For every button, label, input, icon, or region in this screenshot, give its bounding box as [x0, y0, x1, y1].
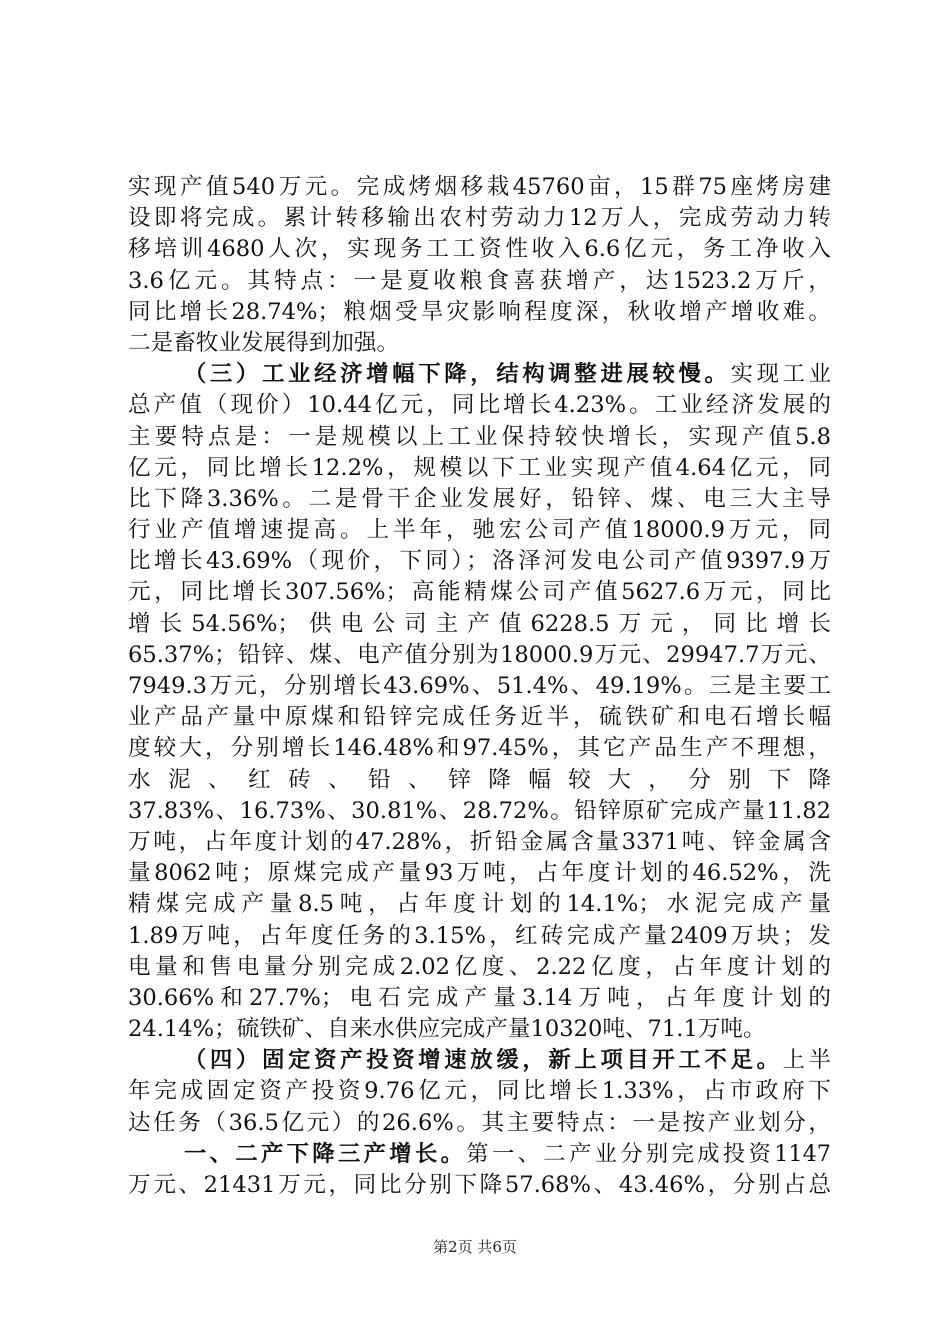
text-line — [128, 172, 831, 203]
body-text: 达任务（36.5亿元）的26.6%。其主要特点：一是按产业划分， — [128, 1109, 831, 1136]
body-text: 增长54.56%；供电公司主产值6228.5万元，同比增长 — [128, 610, 831, 637]
body-text: 精煤完成产量8.5吨，占年度计划的14.1%；水泥完成产量 — [128, 891, 831, 918]
text-line — [128, 1108, 831, 1139]
text-line — [128, 453, 831, 484]
text-line — [128, 1170, 831, 1201]
body-text: 二是畜牧业发展得到加强。 — [128, 329, 400, 356]
body-text: 65.37%；铅锌、煤、电产值分别为18000.9万元、29947.7万元、 — [128, 641, 831, 668]
body-text: 24.14%；硫铁矿、自来水供应完成产量10320吨、71.1万吨。 — [128, 1016, 766, 1043]
text-line — [128, 234, 831, 265]
text-line — [128, 702, 831, 733]
text-line — [128, 733, 831, 764]
bold-heading-text: （三）工业经济增幅下降，结构调整进展较慢。 — [184, 361, 731, 388]
body-text: 37.83%、16.73%、30.81%、28.72%。铅锌原矿完成产量11.82 — [128, 797, 831, 824]
body-text: 1.89万吨，占年度任务的3.15%，红砖完成产量2409万块；发 — [128, 922, 831, 949]
text-line — [128, 328, 831, 359]
body-text: 移培训4680人次，实现务工工资性收入6.6亿元，务工净收入 — [128, 236, 831, 263]
text-line — [128, 484, 831, 515]
body-text: 实现产值540万元。完成烤烟移栽45760亩，15群75座烤房建 — [128, 174, 831, 200]
body-text: 上半 — [782, 1047, 831, 1074]
body-text: 主要特点是：一是规模以上工业保持较快增长，实现产值5.8 — [128, 423, 831, 450]
text-line — [128, 203, 831, 234]
body-text: 实现工业 — [730, 361, 831, 388]
text-line — [128, 359, 831, 390]
text-line — [128, 671, 831, 702]
text-line — [128, 515, 831, 546]
text-line — [128, 827, 831, 858]
body-text: 30.66%和27.7%；电石完成产量3.14万吨，占年度计划的 — [128, 984, 831, 1011]
body-text: 万吨，占年度计划的47.28%，折铅金属含量3371吨、锌金属含 — [128, 828, 831, 855]
text-line — [128, 546, 831, 577]
text-line — [128, 640, 831, 671]
document-body — [128, 172, 831, 1201]
text-line — [128, 858, 831, 889]
body-text: 量8062吨；原煤完成产量93万吨，占年度计划的46.52%，洗 — [128, 860, 831, 887]
body-text: 业产品产量中原煤和铅锌完成任务近半，硫铁矿和电石增长幅 — [128, 704, 831, 731]
text-line — [128, 921, 831, 952]
body-text: 元，同比增长307.56%；高能精煤公司产值5627.6万元，同比 — [128, 579, 831, 606]
text-line — [128, 796, 831, 827]
text-line — [128, 609, 831, 640]
body-text: 比下降3.36%。二是骨干企业发展好，铅锌、煤、电三大主导 — [128, 485, 831, 512]
body-text: 比增长43.69%（现价，下同）；洛泽河发电公司产值9397.9万 — [128, 548, 831, 575]
text-line — [128, 983, 831, 1014]
text-line — [128, 266, 831, 297]
text-line — [128, 1014, 831, 1045]
body-text: 电量和售电量分别完成2.02亿度、2.22亿度，占年度计划的 — [128, 953, 831, 980]
body-text: 第一、二产业分别完成投资1147 — [466, 1140, 831, 1167]
body-text: 万元、21431万元，同比分别下降57.68%、43.46%，分别占总 — [128, 1172, 831, 1198]
body-text: 总产值（现价）10.44亿元，同比增长4.23%。工业经济发展的 — [128, 392, 831, 419]
text-line — [128, 1045, 831, 1076]
text-line — [128, 952, 831, 983]
body-text: 水泥、红砖、铅、锌降幅较大，分别下降 — [128, 766, 831, 793]
bold-heading-text: （四）固定资产投资增速放缓，新上项目开工不足。 — [184, 1047, 783, 1074]
body-text: 3.6亿元。其特点：一是夏收粮食喜获增产，达1523.2万斤， — [128, 267, 831, 294]
text-line — [128, 1139, 831, 1170]
body-text: 亿元，同比增长12.2%，规模以下工业实现产值4.64亿元，同 — [128, 454, 831, 481]
body-text: 设即将完成。累计转移输出农村劳动力12万人，完成劳动力转 — [128, 205, 831, 232]
text-line — [128, 1076, 831, 1107]
body-text: 同比增长28.74%；粮烟受旱灾影响程度深，秋收增产增收难。 — [128, 298, 831, 325]
page-footer: 第2页 共6页 — [433, 1238, 517, 1256]
text-line — [128, 297, 831, 328]
body-text: 7949.3万元，分别增长43.69%、51.4%、49.19%。三是主要工 — [128, 673, 831, 699]
bold-heading-text: 一、二产下降三产增长。 — [184, 1140, 467, 1167]
body-text: 年完成固定资产投资9.76亿元，同比增长1.33%，占市政府下 — [128, 1078, 831, 1105]
text-line — [128, 765, 831, 796]
text-line — [128, 577, 831, 608]
text-line — [128, 422, 831, 453]
text-line — [128, 390, 831, 421]
body-text: 度较大，分别增长146.48%和97.45%，其它产品生产不理想， — [128, 735, 831, 762]
body-text: 行业产值增速提高。上半年，驰宏公司产值18000.9万元，同 — [128, 517, 831, 544]
text-line — [128, 889, 831, 920]
